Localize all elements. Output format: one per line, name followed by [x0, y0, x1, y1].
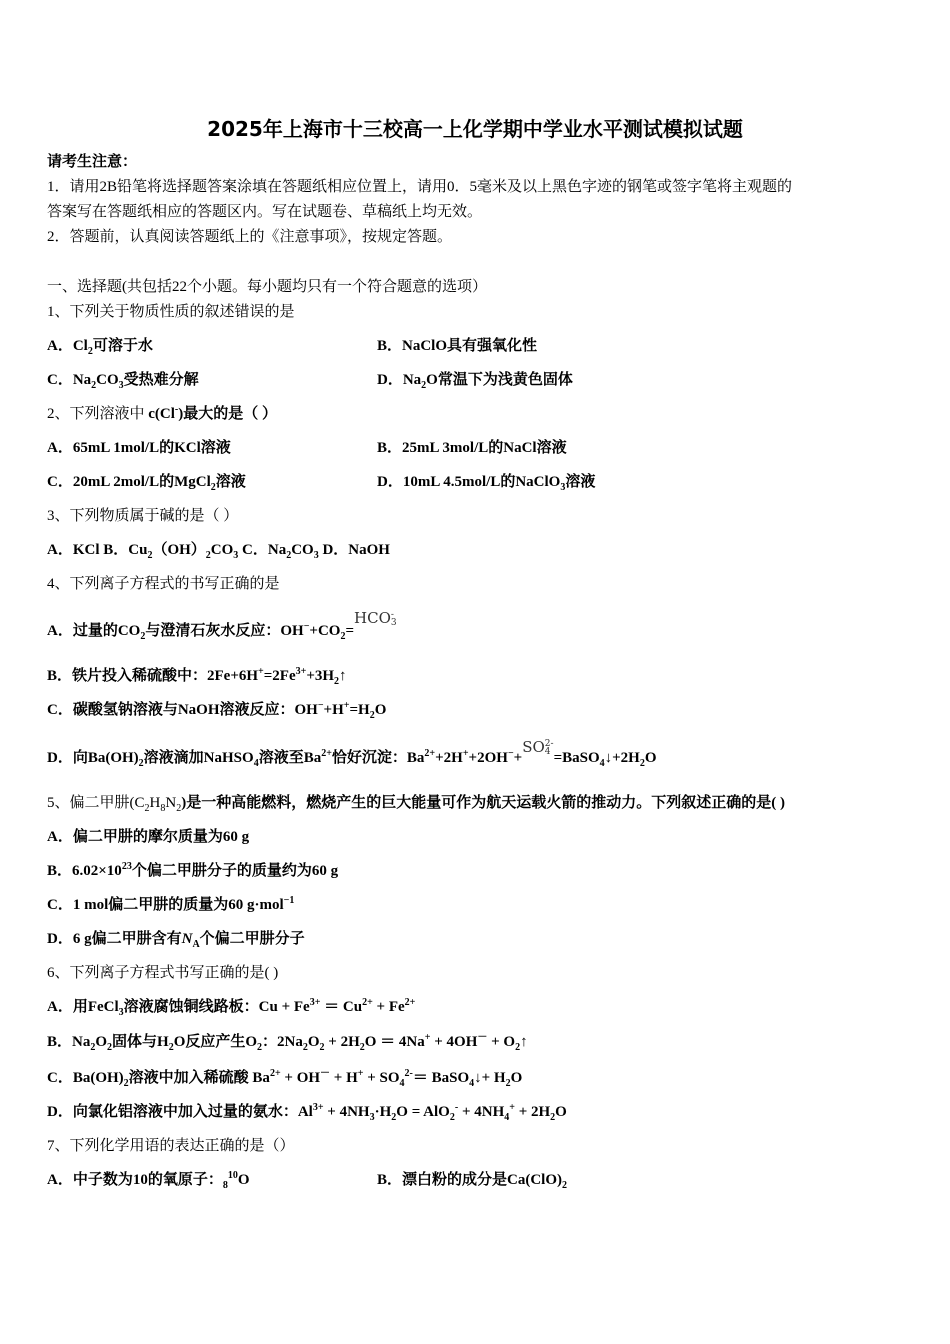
- text: +2H: [435, 750, 463, 766]
- text: ↓+ H: [474, 1070, 506, 1086]
- q2-option-c[interactable]: [47, 472, 246, 492]
- text: D．NaOH: [318, 542, 390, 558]
- text: CO: [291, 542, 314, 558]
- text: O: [555, 1104, 567, 1120]
- sup: －: [477, 1032, 488, 1043]
- sub: 2: [257, 1042, 263, 1053]
- sub: 2: [87, 346, 93, 357]
- notice-line1a: 1．请用2B铅笔将选择题答案涂填在答题纸相应位置上，请用0．5毫米及以上黑色字迹的钢笔或签字笔将主观题的: [47, 179, 793, 195]
- q2-option-a[interactable]: A．65mL 1mol/L的KCl溶液: [47, 440, 231, 456]
- text: C．20mL 2mol/L的MgCl: [47, 474, 211, 490]
- sub: 2: [421, 380, 427, 391]
- q6-option-b[interactable]: [47, 1032, 528, 1052]
- sup: 3+: [309, 997, 321, 1008]
- q1-option-c[interactable]: [47, 370, 199, 390]
- q7-option-a[interactable]: [47, 1170, 250, 1190]
- question-7-stem: 7、下列化学用语的表达正确的是（）: [47, 1138, 295, 1154]
- text: N: [165, 795, 177, 811]
- sup: －: [320, 1068, 331, 1079]
- sub: 4: [399, 1078, 405, 1089]
- text: O常温下为浅黄色固体: [426, 372, 573, 388]
- sub: 2: [176, 803, 182, 814]
- text: +2OH: [468, 750, 508, 766]
- text: ↑: [520, 1034, 528, 1050]
- text: C．Ba(OH): [47, 1070, 124, 1086]
- text: A．中子数为10的氧原子：: [47, 1172, 223, 1188]
- text: ↓+2H: [604, 750, 640, 766]
- text: A．过量的CO: [47, 623, 141, 639]
- text: O: [237, 1172, 250, 1188]
- text: + 4NH: [323, 1104, 370, 1120]
- q4-option-b[interactable]: [47, 666, 347, 686]
- text: O: [374, 702, 387, 718]
- sup: +: [509, 1102, 515, 1113]
- sulfate-ion-image: [522, 738, 553, 756]
- text: + SO: [363, 1070, 400, 1086]
- sub: 2: [210, 482, 216, 493]
- text: N: [181, 931, 193, 947]
- sub: 4: [469, 1078, 475, 1089]
- sub: 2: [168, 1042, 174, 1053]
- sup: +: [462, 748, 469, 759]
- text: SO: [522, 738, 545, 756]
- text: HCO: [354, 609, 391, 627]
- sup: -: [390, 610, 394, 620]
- text: D．6 g偏二甲肼含有: [47, 931, 182, 947]
- text: O反应产生O: [173, 1034, 258, 1050]
- sub: 2: [334, 676, 340, 687]
- text: 个偏二甲肼分子: [199, 931, 305, 947]
- q1-option-a[interactable]: [47, 336, 153, 356]
- notice-line2: 2．答题前，认真阅读答题纸上的《注意事项》，按规定答题。: [47, 229, 453, 245]
- sub: 2: [449, 1112, 455, 1123]
- sup: 2+: [362, 997, 373, 1008]
- notice-line1b: 答案写在答题纸相应的答题区内。写在试题卷、草稿纸上均无效。: [47, 204, 483, 220]
- sub: 2: [205, 550, 211, 561]
- sup: 3+: [295, 666, 307, 677]
- text: ：2Na: [262, 1034, 303, 1050]
- text: ·H: [374, 1104, 392, 1120]
- text: 溶液: [565, 474, 596, 490]
- q1-option-d[interactable]: [377, 370, 573, 390]
- text: 恰好沉淀：Ba: [331, 750, 425, 766]
- text: =2Fe: [263, 668, 296, 684]
- question-6-stem: 6、下列离子方程式书写正确的是( ): [47, 965, 279, 981]
- text: D．向氯化铝溶液中加入过量的氨水：Al: [47, 1104, 313, 1120]
- q5-option-c[interactable]: [47, 895, 294, 915]
- text: O ＝ 4Na: [364, 1034, 425, 1050]
- text: CO: [210, 542, 234, 558]
- text: + H: [330, 1070, 358, 1086]
- text: A．用FeCl: [47, 999, 119, 1015]
- sup: −: [303, 621, 310, 632]
- text: B．Na: [47, 1034, 91, 1050]
- text: H: [149, 795, 161, 811]
- sup: 23: [121, 861, 132, 872]
- sub: 2: [340, 631, 346, 642]
- sup: −: [317, 700, 324, 711]
- text: D．10mL 4.5mol/L的NaClO: [377, 474, 561, 490]
- q6-option-c[interactable]: [47, 1068, 522, 1088]
- sub: 2: [319, 1042, 325, 1053]
- q4-option-c[interactable]: [47, 700, 386, 720]
- q2-option-d[interactable]: [377, 472, 595, 492]
- sub: 2: [138, 758, 144, 769]
- text: 2、下列溶液中: [47, 406, 149, 422]
- sup: 2-: [544, 739, 554, 749]
- sub: 2: [391, 1112, 397, 1123]
- question-5-stem: [47, 793, 785, 813]
- sub: 4: [253, 758, 259, 769]
- sup: 10: [227, 1170, 238, 1181]
- text: B．漂白粉的成分是Ca(ClO): [377, 1172, 562, 1188]
- text: 5、偏二甲肼(C: [47, 795, 145, 811]
- text: 溶液中加入稀硫酸 Ba: [128, 1070, 270, 1086]
- sub: 2: [107, 1042, 113, 1053]
- text: O: [307, 1034, 320, 1050]
- text: )是一种高能燃料，燃烧产生的巨大能量可作为航天运载火箭的推动力。下列叙述正确的是( ): [181, 795, 785, 811]
- text: + 4OH: [430, 1034, 478, 1050]
- text: ＝ Cu: [320, 999, 363, 1015]
- text: 个偏二甲肼分子的质量约为60 g: [131, 863, 339, 879]
- q4-option-a[interactable]: [47, 609, 397, 642]
- sub: 2: [286, 550, 292, 561]
- sub: 2: [562, 1180, 567, 1191]
- text: c(Cl: [148, 406, 175, 422]
- section-heading: 一、选择题(共包括22个小题。每小题均只有一个符合题意的选项）: [47, 279, 487, 295]
- sub: 2: [359, 1042, 365, 1053]
- text: =BaSO: [553, 750, 600, 766]
- question-3-stem: 3、下列物质属于碱的是（ ）: [47, 508, 239, 524]
- text: A．KCl B．Cu: [47, 542, 148, 558]
- q5-option-b[interactable]: [47, 861, 338, 881]
- text: 可溶于水: [92, 338, 153, 354]
- text: O: [510, 1070, 523, 1086]
- text: C．Na: [238, 542, 287, 558]
- text: + 4NH: [458, 1104, 505, 1120]
- q4-option-d[interactable]: [47, 738, 657, 769]
- sub: 8: [222, 1180, 228, 1191]
- sub: 2: [550, 1112, 556, 1123]
- text: O = AlO: [396, 1104, 450, 1120]
- sup: 3+: [312, 1102, 324, 1113]
- text: 溶液腐蚀铜线路板：Cu + Fe: [123, 999, 310, 1015]
- sup: -: [174, 404, 179, 415]
- sub: 3: [369, 1112, 375, 1123]
- sup: +: [357, 1068, 364, 1079]
- sup: +: [258, 666, 264, 677]
- sup: 2-: [404, 1068, 413, 1079]
- text: + OH: [280, 1070, 321, 1086]
- text: ↑: [339, 668, 347, 684]
- text: O: [644, 750, 657, 766]
- text: O: [95, 1034, 108, 1050]
- text: +: [513, 750, 523, 766]
- text: C．1 mol偏二甲肼的质量为60 g·mol: [47, 897, 284, 913]
- text: +H: [323, 702, 344, 718]
- sup: -: [454, 1102, 459, 1113]
- sub: 2: [639, 758, 645, 769]
- sup: −1: [283, 895, 295, 906]
- sub: 4: [504, 1112, 510, 1123]
- text: 溶液至Ba: [258, 750, 322, 766]
- text: D．向Ba(OH): [47, 750, 139, 766]
- sub: 3: [118, 380, 124, 391]
- text: B．铁片投入稀硫酸中：2Fe+6H: [47, 668, 259, 684]
- sub: 3: [313, 550, 319, 561]
- text: 溶液滴加NaHSO: [143, 750, 254, 766]
- q3-options[interactable]: [47, 540, 390, 560]
- sub: 4: [544, 747, 551, 757]
- question-4-stem: 4、下列离子方程式的书写正确的是: [47, 576, 280, 592]
- sub: 2: [369, 710, 375, 721]
- sub: 3: [233, 550, 239, 561]
- text: 受热难分解: [123, 372, 199, 388]
- text: + O: [487, 1034, 516, 1050]
- text: ＝ BaSO: [412, 1070, 470, 1086]
- text: CO: [96, 372, 119, 388]
- text: C．碳酸氢钠溶液与NaOH溶液反应：OH: [47, 702, 318, 718]
- sub: 2: [91, 380, 97, 391]
- q7-option-b[interactable]: [377, 1170, 567, 1190]
- text: C．Na: [47, 372, 92, 388]
- text: B．6.02×10: [47, 863, 122, 879]
- q1-option-b[interactable]: B．NaClO具有强氧化性: [377, 338, 538, 354]
- sub: 8: [160, 803, 166, 814]
- sup: +: [424, 1032, 431, 1043]
- text: + Fe: [372, 999, 405, 1015]
- sub: 2: [90, 1042, 96, 1053]
- sup: 2+: [321, 748, 332, 759]
- text: A．Cl: [47, 338, 88, 354]
- sub: 2: [302, 1042, 308, 1053]
- text: （OH）: [152, 542, 206, 558]
- text: 与澄清石灰水反应：OH: [145, 623, 304, 639]
- q6-option-d[interactable]: [47, 1102, 567, 1122]
- sub: 4: [599, 758, 605, 769]
- text: D．Na: [377, 372, 422, 388]
- question-2-stem: [47, 404, 277, 424]
- notice-heading: 请考生注意：: [47, 154, 138, 170]
- text: 固体与H: [112, 1034, 169, 1050]
- sub: 2: [505, 1078, 511, 1089]
- sub: 2: [140, 631, 146, 642]
- text: )最大的是（ ）: [178, 406, 278, 422]
- sup: 2+: [424, 748, 436, 759]
- sub: 3: [560, 482, 566, 493]
- bicarbonate-ion-image: [354, 609, 397, 627]
- sub: A: [192, 939, 200, 950]
- sup: +: [343, 700, 350, 711]
- sup: 2+: [404, 997, 416, 1008]
- sub: 2: [147, 550, 153, 561]
- q5-option-a[interactable]: A．偏二甲肼的摩尔质量为60 g: [47, 829, 250, 845]
- text: + 2H: [514, 1104, 551, 1120]
- text: =H: [349, 702, 370, 718]
- text: =: [345, 623, 355, 639]
- q5-option-d[interactable]: [47, 929, 305, 949]
- sub: 3: [118, 1007, 124, 1018]
- sub: 2: [515, 1042, 521, 1053]
- question-1-stem: 1、下列关于物质性质的叙述错误的是: [47, 304, 295, 320]
- text: + 2H: [324, 1034, 360, 1050]
- text: +CO: [309, 623, 341, 639]
- text: 溶液: [215, 474, 246, 490]
- q6-option-a[interactable]: [47, 997, 415, 1017]
- sub: 2: [144, 803, 150, 814]
- page-title: 2025年上海市十三校高一上化学期中学业水平测试模拟试题: [207, 117, 743, 141]
- sup: −: [507, 748, 514, 759]
- sub: 2: [123, 1078, 129, 1089]
- text: +3H: [306, 668, 335, 684]
- sup: 2+: [269, 1068, 281, 1079]
- q2-option-b[interactable]: B．25mL 3mol/L的NaCl溶液: [377, 440, 567, 456]
- sub: 3: [390, 618, 397, 628]
